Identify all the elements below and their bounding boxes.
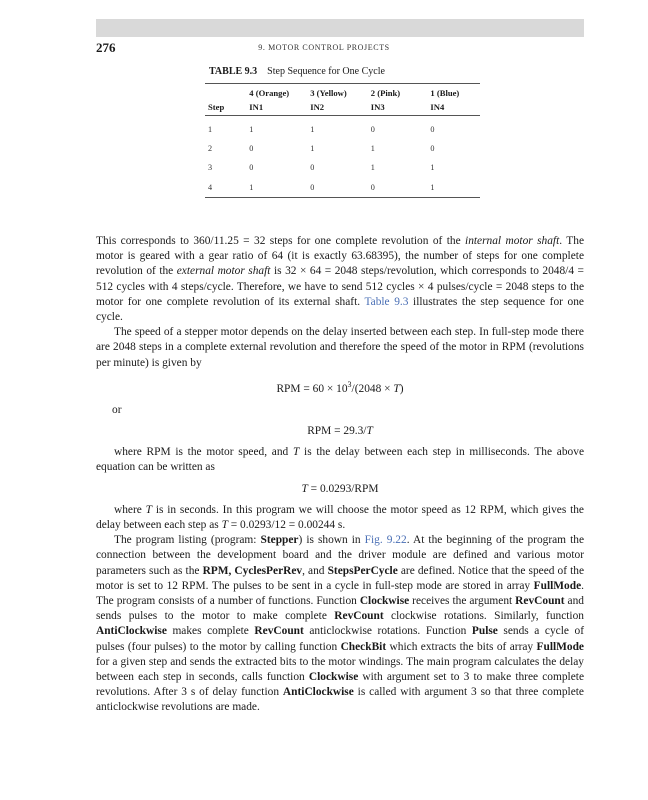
or-text: or bbox=[112, 403, 122, 416]
text-run: for a given step and sends the extracted bits to the motor windings. The main program calculates the delay between each step in seconds, calls function bbox=[96, 655, 584, 684]
table-header-cell: 4 (Orange) bbox=[246, 84, 307, 101]
table-header-cell: 3 (Yellow) bbox=[307, 84, 368, 101]
equation-variable: T bbox=[221, 519, 228, 532]
text-run: which extracts the bits of array bbox=[386, 640, 537, 653]
paragraph-1 bbox=[96, 234, 584, 325]
text-run: The program listing (program: bbox=[114, 534, 261, 547]
table-caption-text: Step Sequence for One Cycle bbox=[267, 66, 385, 77]
text-run: illustrates the step sequence for one cycle. bbox=[96, 295, 584, 324]
table-cell: 1 bbox=[427, 177, 480, 198]
table-cell: 0 bbox=[430, 144, 435, 153]
bold-term: Pulse bbox=[471, 625, 498, 638]
bold-term: CheckBit bbox=[340, 640, 387, 653]
text-run: is in seconds. In this program we will choose the motor speed as 12 RPM, which gives the delay between each step as bbox=[96, 503, 584, 532]
table-cell: 1 bbox=[249, 125, 254, 134]
italic-term: external motor shaft bbox=[176, 265, 271, 278]
table-header-row bbox=[205, 100, 480, 116]
text-run: is the delay between each step in milliseconds. The above equation can be written as bbox=[96, 446, 584, 474]
bold-term: FullMode bbox=[533, 579, 582, 592]
text-run: . The motor is geared with a gear ratio of 64 (it is exactly 63.68395), the number of steps for one complete revolution of the bbox=[96, 235, 585, 278]
table-cell: 0 bbox=[249, 144, 254, 153]
table-header-cell: IN2 bbox=[307, 100, 368, 116]
table-cell: 0 bbox=[249, 163, 254, 172]
table-row bbox=[205, 177, 480, 198]
bold-term: FullMode bbox=[536, 640, 584, 653]
equation-part: ) bbox=[399, 382, 404, 395]
header-bar bbox=[96, 19, 584, 37]
paragraph-2: The speed of a stepper motor depends on the delay inserted between each step. In full-step mode there are 2048 steps in a complete external revolution and therefore the speed of the motor in RPM (revolutions per minute) is given by bbox=[96, 326, 584, 369]
table-cell: 0 bbox=[307, 177, 368, 198]
text-run: This corresponds to 360/11.25 = 32 steps for one complete revolution of the bbox=[96, 235, 466, 247]
text-run: is called with argument 3 so that three complete anticlockwise revolutions are made. bbox=[96, 686, 584, 714]
bold-term: RevCount bbox=[254, 625, 304, 638]
text-run: . The program consists of a number of functions. Function bbox=[96, 579, 584, 608]
paragraph-5 bbox=[96, 533, 584, 715]
equation-variable: T bbox=[301, 482, 308, 495]
table-cell: 1 bbox=[370, 163, 375, 172]
equation-part: = 0.0293/RPM bbox=[307, 482, 379, 495]
text-run: where bbox=[114, 503, 146, 516]
table-caption-label: TABLE 9.3 bbox=[209, 66, 258, 77]
equation-rpm-simplified bbox=[96, 424, 584, 439]
bold-term: Clockwise bbox=[308, 671, 359, 684]
bold-term: Clockwise bbox=[359, 595, 410, 608]
text-run: is 32 × 64 = 2048 steps/revolution, which corresponds to 2048/4 = 512 cycles with 4 steps/cycle. Therefore, we have to send 512 cycles × 4 pulses/cycle = 2048 steps to the motor for one complete revolution of its external shaft. bbox=[96, 265, 584, 308]
equation-rpm bbox=[96, 377, 584, 397]
equation-part: RPM = 60 × 10 bbox=[276, 382, 348, 395]
table-caption bbox=[209, 66, 385, 77]
table-header-cell bbox=[205, 84, 246, 101]
bold-term: RevCount bbox=[334, 610, 384, 623]
text-run: ) is shown in bbox=[298, 534, 365, 547]
table-cell: 1 bbox=[246, 177, 307, 198]
step-sequence-table bbox=[205, 83, 480, 198]
table-cell: 1 bbox=[310, 125, 315, 134]
table-header-cell: IN4 bbox=[427, 100, 480, 116]
text-run: sends a cycle of pulses (four pulses) to the motor by calling function bbox=[96, 625, 585, 653]
equation-delay bbox=[96, 482, 584, 497]
text-run: . At the beginning of the program the connection between the development board and the driver module are defined and various motor parameters such as the bbox=[96, 534, 585, 577]
text-run: where RPM is the motor speed, and bbox=[114, 446, 293, 459]
bold-term: AntiClockwise bbox=[96, 625, 167, 638]
table-cell: 0 bbox=[310, 163, 315, 172]
table-header-cell: IN1 bbox=[246, 100, 307, 116]
body-text bbox=[96, 234, 584, 716]
equation-part: /(2048 × bbox=[351, 382, 394, 395]
bold-term: StepsPerCycle bbox=[327, 564, 398, 577]
text-run: makes complete bbox=[166, 625, 255, 638]
equation-variable: T bbox=[292, 446, 300, 459]
text-run: anticlockwise rotations. Function bbox=[303, 625, 472, 638]
text-run: clockwise rotations. Similarly, function bbox=[383, 610, 584, 623]
table-reference-link[interactable]: Table 9.3 bbox=[364, 295, 409, 308]
text-run: = 0.0293/12 = 0.00244 s. bbox=[227, 519, 346, 532]
paragraph-4 bbox=[96, 503, 584, 533]
table-cell: 1 bbox=[310, 144, 315, 153]
table-cell: 4 bbox=[205, 177, 246, 198]
text-run: and sends pulses to the motor to make complete bbox=[96, 595, 584, 623]
table-cell: 1 bbox=[208, 125, 213, 134]
table-cell: 1 bbox=[430, 163, 435, 172]
table-cell: 2 bbox=[208, 144, 213, 153]
table-header-cell: 2 (Pink) bbox=[368, 84, 428, 101]
table-cell: 1 bbox=[370, 144, 375, 153]
equation-exponent: 3 bbox=[347, 379, 352, 389]
equation-variable: T bbox=[393, 382, 400, 395]
table-header-cell: Step bbox=[205, 100, 246, 116]
table-cell: 0 bbox=[430, 125, 435, 134]
italic-term: internal motor shaft bbox=[465, 235, 560, 247]
bold-term: Stepper bbox=[260, 534, 299, 547]
table-header-row bbox=[205, 84, 480, 101]
equation-part: RPM = 29.3/ bbox=[307, 425, 367, 438]
text-run: receives the argument bbox=[409, 595, 516, 608]
figure-reference-link[interactable]: Fig. 9.22 bbox=[364, 534, 407, 547]
text-run: are defined. Notice that the speed of the motor is set to 12 RPM. The pulses to be sent in a cycle in full-step mode are stored in array bbox=[96, 564, 585, 592]
text-run: , and bbox=[302, 564, 328, 577]
text-run: with argument set to 3 to make three complete revolutions. After 3 s of delay function bbox=[96, 671, 584, 699]
table-header-cell: 1 (Blue) bbox=[427, 84, 480, 101]
equation-variable: T bbox=[145, 503, 152, 516]
table-cell: 0 bbox=[368, 177, 428, 198]
table-cell: 3 bbox=[208, 163, 213, 172]
table-row bbox=[205, 116, 480, 140]
table-cell: 0 bbox=[370, 125, 375, 134]
running-head: 9. MOTOR CONTROL PROJECTS bbox=[258, 43, 390, 52]
bold-term: AntiClockwise bbox=[282, 686, 354, 699]
table-row bbox=[205, 139, 480, 158]
equation-variable: T bbox=[366, 425, 373, 438]
table-header-cell: IN3 bbox=[368, 100, 428, 116]
paragraph-3 bbox=[96, 445, 584, 475]
bold-term: RPM, CyclesPerRev bbox=[202, 564, 303, 577]
table-row bbox=[205, 158, 480, 177]
page-number: 276 bbox=[96, 40, 116, 55]
bold-term: RevCount bbox=[515, 595, 565, 608]
